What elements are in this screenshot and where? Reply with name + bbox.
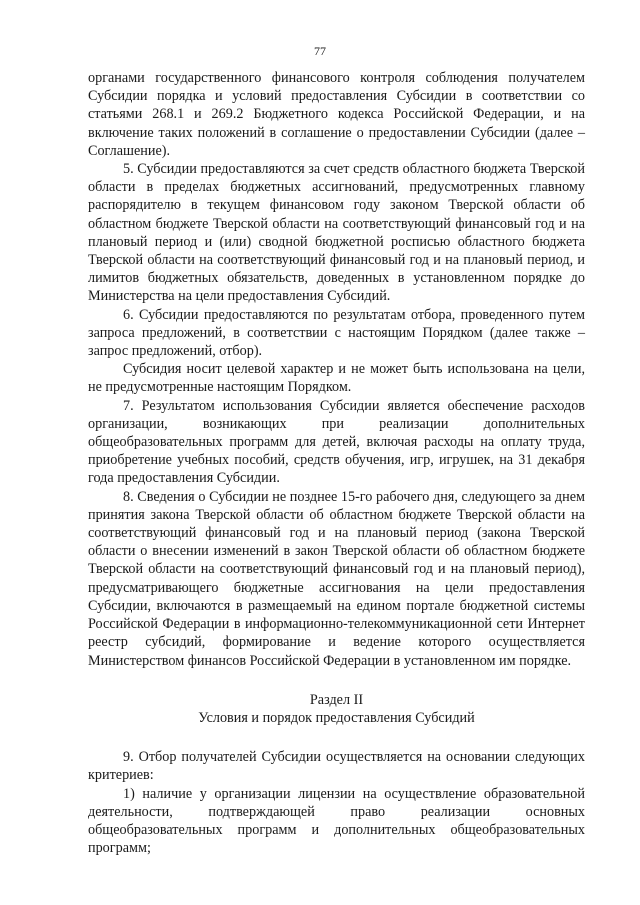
page-number: 77 <box>314 44 326 58</box>
section-subtitle: Условия и порядок предоставления Субсидий <box>198 709 475 726</box>
section-title: Раздел II <box>309 691 364 708</box>
paragraph-item-5: 5. Субсидии предоставляются за счет средств областного бюджета Тверской области в пределах бюджетных ассигнований, предусмотренных главному распорядителю в текущем финансовом году законом Тверской области об областном бюджете Тверской области на соответствующий финансовый год и на плановый период и (или) сводной бюджетной росписью областного бюджета Тверской области на соответствующий финансовый год и на плановый период, и лимитов бюджетных обязательств, доведенных в установленном порядке до Министерства на цели предоставления Субсидий. <box>88 161 585 305</box>
paragraph-item-7: 7. Результатом использования Субсидии является обеспечение расходов организации, возникающих при реализации дополнительных общеобразовательных программ для детей, включая расходы на оплату труда, приобретение учебных пособий, средств обучения, игр, игрушек, на 31 декабря года предоставления Субсидии. <box>88 397 585 487</box>
paragraph-item-6: 6. Субсидии предоставляются по результатам отбора, проведенного путем запроса предложений, в соответствии с настоящим Порядком (далее также – запрос предложений, отбор). <box>88 306 585 360</box>
paragraph-criterion-1: 1) наличие у организации лицензии на осуществление образовательной деятельности, подтверждающей право реализации основных общеобразовательных программ и дополнительных общеобразовательных программ; <box>88 785 585 857</box>
document-body <box>88 69 585 857</box>
paragraph-continuation: органами государственного финансового контроля соблюдения получателем Субсидии порядка и условий предоставления Субсидии в соответствии со статьями 268.1 и 269.2 Бюджетного кодекса Российской Федерации, и на включение таких положений в соглашение о предоставлении Субсидии (далее – Соглашение). <box>88 70 585 159</box>
paragraph-subsidy-purpose: Субсидия носит целевой характер и не может быть использована на цели, не предусмотренные настоящим Порядком. <box>88 361 585 396</box>
paragraph-item-8: 8. Сведения о Субсидии не позднее 15-го рабочего дня, следующего за днем принятия закона Тверской области об областном бюджете Тверской области на соответствующий финансовый год и на плановый период (закона Тверской области о внесении изменений в закон Тверской области об областном бюджете Тверской области на соответствующий финансовый год и на плановый период), предусматривающего бюджетные ассигнования на цели предоставления Субсидии, включаются в размещаемый на едином портале бюджетной системы Российской Федерации в информационно-телекоммуникационной сети Интернет реестр субсидий, формирование и ведение которого осуществляется Министерством финансов Российской Федерации в установленном им порядке. <box>88 488 585 669</box>
paragraph-item-9: 9. Отбор получателей Субсидии осуществляется на основании следующих критериев: <box>88 749 585 784</box>
